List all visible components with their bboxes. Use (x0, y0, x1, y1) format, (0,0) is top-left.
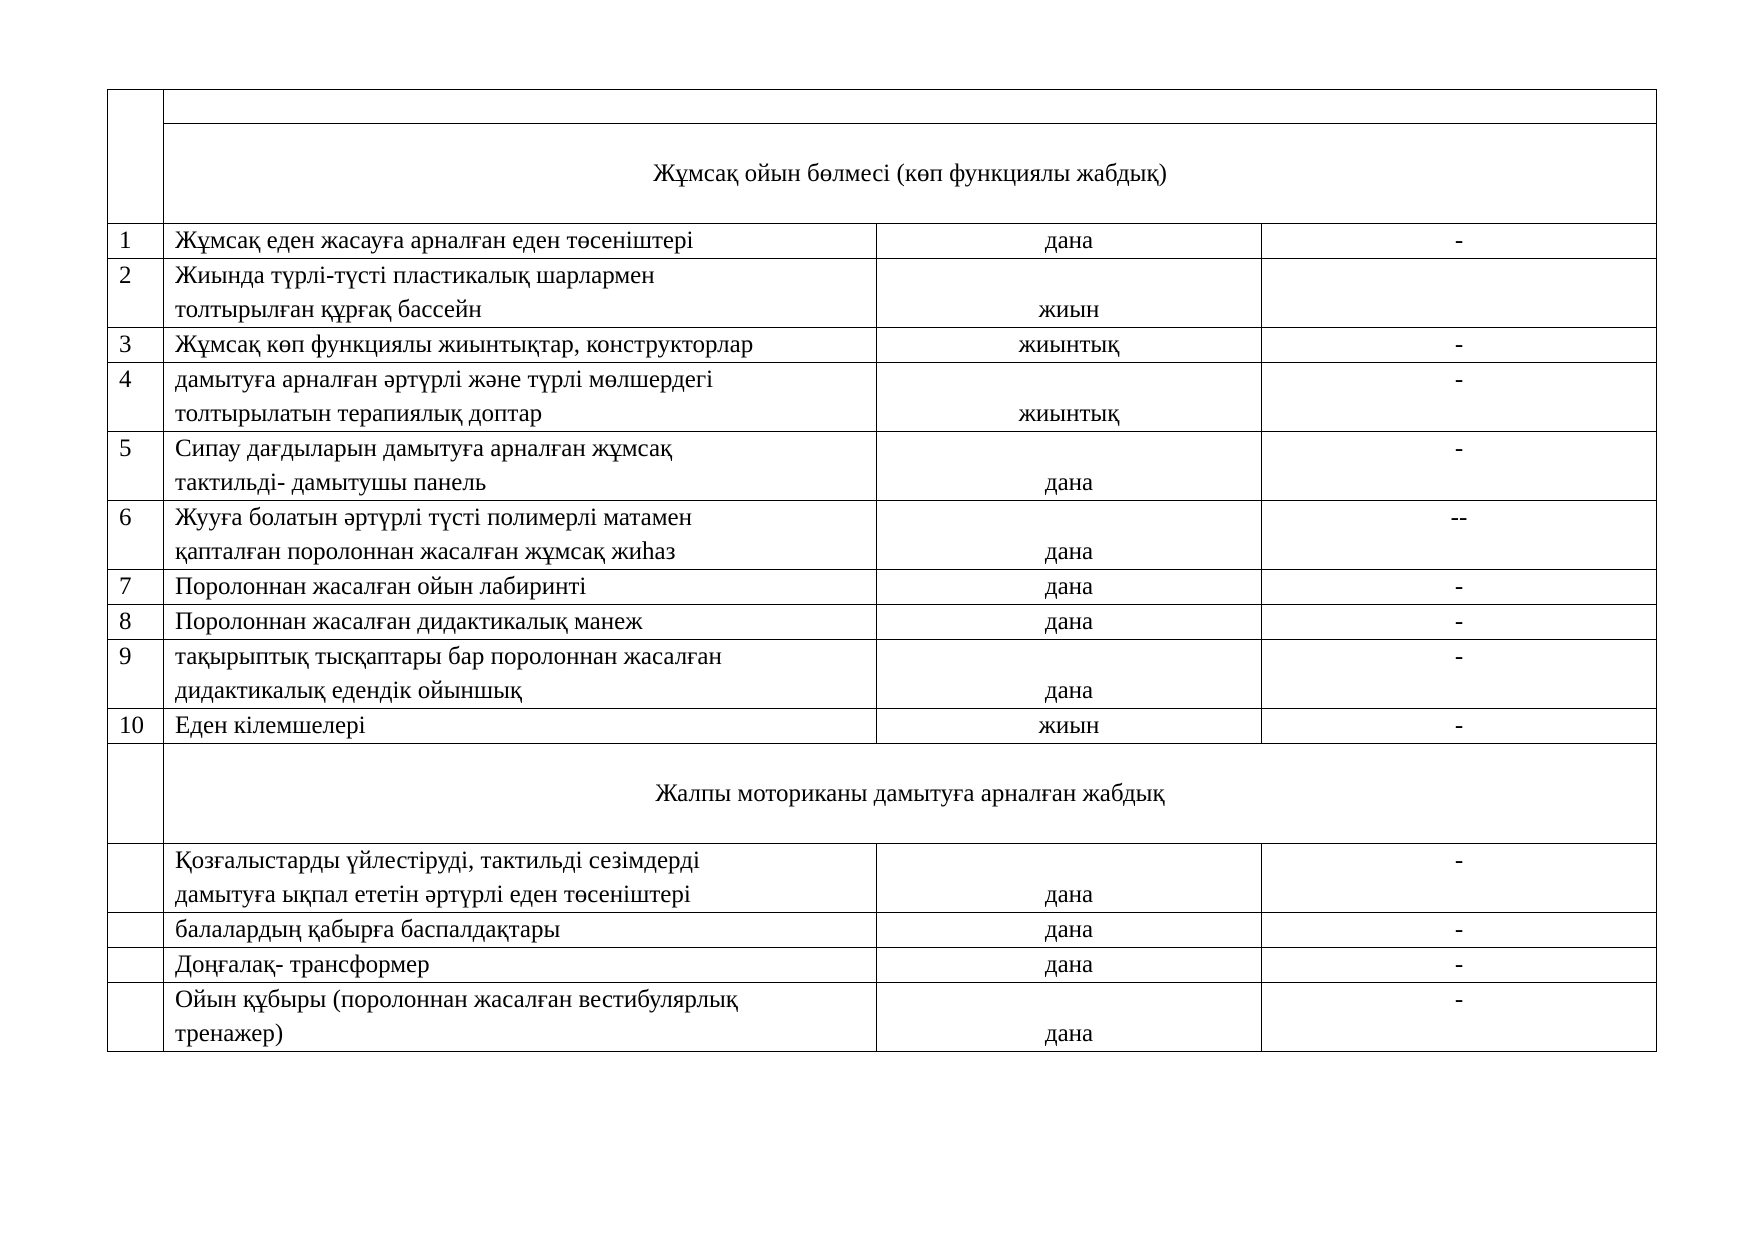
unit-cell: дана (877, 640, 1262, 709)
item-name-line: Жууға болатын әртүрлі түсті полимерлі матамен (175, 504, 693, 531)
row-number: 1 (108, 224, 164, 259)
row-number: 8 (108, 605, 164, 640)
table-row (108, 363, 1657, 432)
table-row (108, 605, 1657, 640)
item-name-line: тақырыптық тысқаптары бар поролоннан жасалған (175, 643, 722, 670)
quantity-cell: - (1262, 605, 1657, 640)
quantity-cell: - (1262, 913, 1657, 948)
unit-cell: дана (877, 913, 1262, 948)
table-row (108, 259, 1657, 328)
item-name-line: қапталған поролоннан жасалған жұмсақ жиһаз (175, 538, 676, 565)
quantity-cell: - (1262, 640, 1657, 709)
quantity-cell: - (1262, 844, 1657, 913)
item-name-line: Доңғалақ- трансформер (175, 951, 430, 978)
table-row (108, 570, 1657, 605)
item-name-cell (164, 844, 877, 913)
item-name-cell (164, 570, 877, 605)
unit-cell: дана (877, 983, 1262, 1052)
table-row (108, 640, 1657, 709)
table-row (108, 983, 1657, 1052)
unit-cell: дана (877, 224, 1262, 259)
quantity-cell (1262, 259, 1657, 328)
item-name-line: Жұмсақ көп функциялы жиынтықтар, конструкторлар (175, 331, 754, 358)
quantity-cell: - (1262, 224, 1657, 259)
item-name-line: Жиында түрлі-түсті пластикалық шарлармен (175, 262, 655, 289)
item-name-line: Поролоннан жасалған дидактикалық манеж (175, 608, 643, 635)
item-name-cell (164, 640, 877, 709)
item-name-line: Сипау дағдыларын дамытуға арналған жұмсақ (175, 435, 673, 462)
unit-cell: жиын (877, 709, 1262, 744)
item-name-cell (164, 913, 877, 948)
table-header-blank-row (108, 90, 1657, 124)
quantity-cell: - (1262, 432, 1657, 501)
unit-cell: дана (877, 844, 1262, 913)
unit-cell: дана (877, 501, 1262, 570)
unit-cell: дана (877, 605, 1262, 640)
quantity-cell: - (1262, 948, 1657, 983)
item-name-line: дидактикалық едендік ойыншық (175, 677, 523, 704)
table-row (108, 328, 1657, 363)
table-row (108, 913, 1657, 948)
item-name-line: Ойын құбыры (поролоннан жасалған вестибулярлық (175, 986, 738, 1013)
row-number: 9 (108, 640, 164, 709)
equipment-table (107, 89, 1657, 1052)
quantity-cell: - (1262, 570, 1657, 605)
blank-number-cell (108, 90, 164, 224)
quantity-cell: - (1262, 709, 1657, 744)
unit-cell: дана (877, 948, 1262, 983)
quantity-cell: - (1262, 328, 1657, 363)
table-row (108, 709, 1657, 744)
item-name-line: толтырылған құрғақ бассейн (175, 296, 482, 323)
quantity-cell: -- (1262, 501, 1657, 570)
item-name-line: тактильді- дамытушы панель (175, 469, 487, 496)
unit-cell: жиынтық (877, 363, 1262, 432)
quantity-cell: - (1262, 983, 1657, 1052)
item-name-line: Еден кілемшелері (175, 712, 366, 739)
table-row (108, 432, 1657, 501)
row-number (108, 983, 164, 1052)
blank-header-cell (164, 90, 1657, 124)
item-name-line: Жұмсақ еден жасауға арналған еден төсеніштері (175, 227, 694, 254)
row-number (108, 948, 164, 983)
row-number (108, 844, 164, 913)
item-name-line: тренажер) (175, 1020, 284, 1047)
unit-cell: жиын (877, 259, 1262, 328)
table-row (108, 224, 1657, 259)
item-name-cell (164, 224, 877, 259)
item-name-cell (164, 501, 877, 570)
table-row (108, 844, 1657, 913)
item-name-cell (164, 259, 877, 328)
table-row (108, 948, 1657, 983)
section-title: Жалпы моториканы дамытуға арналған жабдық (164, 744, 1657, 844)
row-number: 6 (108, 501, 164, 570)
item-name-cell (164, 948, 877, 983)
unit-cell: дана (877, 432, 1262, 501)
item-name-line: толтырылатын терапиялық доптар (175, 400, 543, 427)
row-number (108, 913, 164, 948)
row-number: 10 (108, 709, 164, 744)
unit-cell: дана (877, 570, 1262, 605)
section-title-row (108, 124, 1657, 224)
item-name-cell (164, 432, 877, 501)
row-number: 3 (108, 328, 164, 363)
item-name-cell (164, 363, 877, 432)
row-number: 5 (108, 432, 164, 501)
item-name-line: Поролоннан жасалған ойын лабиринті (175, 573, 587, 600)
item-name-line: Қозғалыстарды үйлестіруді, тактильді сезімдерді (175, 847, 700, 874)
unit-cell: жиынтық (877, 328, 1262, 363)
section-title-row (108, 744, 1657, 844)
row-number: 7 (108, 570, 164, 605)
table-row (108, 501, 1657, 570)
item-name-line: балалардың қабырға баспалдақтары (175, 916, 561, 943)
quantity-cell: - (1262, 363, 1657, 432)
row-number: 4 (108, 363, 164, 432)
item-name-line: дамытуға ықпал ететін әртүрлі еден төсеніштері (175, 881, 691, 908)
item-name-line: дамытуға арналған әртүрлі және түрлі мөлшердегі (175, 366, 714, 393)
row-number: 2 (108, 259, 164, 328)
section-title: Жұмсақ ойын бөлмесі (көп функциялы жабдық) (164, 124, 1657, 224)
table-body (108, 90, 1657, 1052)
section-number-cell (108, 744, 164, 844)
item-name-cell (164, 605, 877, 640)
item-name-cell (164, 983, 877, 1052)
item-name-cell (164, 328, 877, 363)
item-name-cell (164, 709, 877, 744)
